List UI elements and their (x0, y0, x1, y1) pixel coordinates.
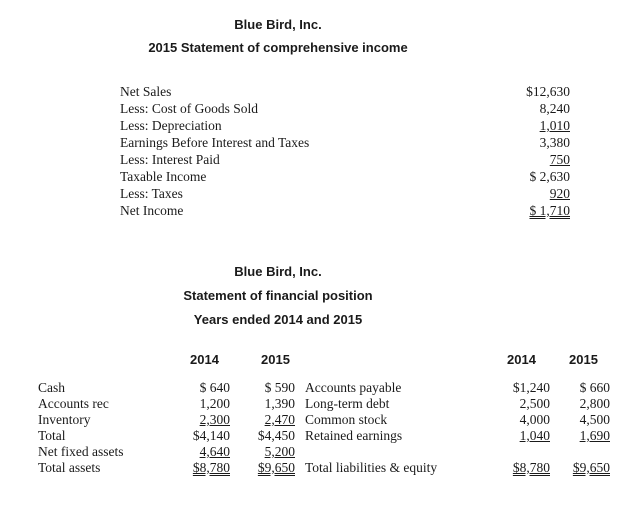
income-statement-title: 2015 Statement of comprehensive income (148, 40, 408, 55)
liability-stock-2014: 4,000 (519, 412, 550, 427)
asset-label-net-fixed: Net fixed assets (38, 444, 124, 459)
asset-cash-2015: $ 590 (264, 380, 295, 395)
income-label-taxable: Taxable Income (120, 169, 207, 184)
income-label-net-sales: Net Sales (120, 84, 172, 99)
asset-total-2015: $4,450 (257, 428, 295, 443)
asset-label-cash: Cash (38, 380, 65, 395)
income-company-name: Blue Bird, Inc. (234, 17, 322, 32)
income-value-taxable: $ 2,630 (529, 169, 570, 184)
income-value-ebit: 3,380 (539, 135, 570, 150)
liability-total-2015: $9,650 (572, 460, 610, 475)
liability-label-debt: Long-term debt (305, 396, 390, 411)
liability-label-total: Total liabilities & equity (305, 460, 438, 475)
asset-receivables-2014: 1,200 (199, 396, 230, 411)
asset-cash-2014: $ 640 (199, 380, 230, 395)
liability-debt-2014: 2,500 (519, 396, 550, 411)
income-label-depreciation: Less: Depreciation (120, 118, 222, 133)
income-value-depreciation: 1,010 (539, 118, 570, 133)
liability-retained-2014: 1,040 (519, 428, 550, 443)
balance-statement-subtitle: Years ended 2014 and 2015 (193, 312, 363, 327)
asset-inventory-2015: 2,470 (264, 412, 295, 427)
income-label-taxes: Less: Taxes (120, 186, 183, 201)
income-value-interest: 750 (549, 152, 570, 167)
asset-net-fixed-2014: 4,640 (199, 444, 230, 459)
liability-label-stock: Common stock (305, 412, 388, 427)
liabilities-year-2015-header: 2015 (569, 352, 598, 367)
liability-payable-2014: $1,240 (512, 380, 550, 395)
income-value-taxes: 920 (549, 186, 570, 201)
income-label-interest: Less: Interest Paid (120, 152, 220, 167)
asset-label-total: Total (38, 428, 66, 443)
income-label-cogs: Less: Cost of Goods Sold (120, 101, 259, 116)
liabilities-year-2014-header: 2014 (507, 352, 536, 367)
asset-label-receivables: Accounts rec (38, 396, 109, 411)
asset-total-2014: $4,140 (192, 428, 230, 443)
asset-receivables-2015: 1,390 (264, 396, 295, 411)
liability-label-retained: Retained earnings (305, 428, 403, 443)
liability-total-2014: $8,780 (512, 460, 550, 475)
assets-year-2014-header: 2014 (190, 352, 219, 367)
asset-label-inventory: Inventory (38, 412, 91, 427)
asset-inventory-2014: 2,300 (199, 412, 230, 427)
asset-total-assets-2015: $9,650 (257, 460, 295, 475)
asset-total-assets-2014: $8,780 (192, 460, 230, 475)
asset-label-total-assets: Total assets (38, 460, 101, 475)
balance-company-name: Blue Bird, Inc. (234, 264, 322, 279)
asset-net-fixed-2015: 5,200 (264, 444, 295, 459)
assets-year-2015-header: 2015 (261, 352, 290, 367)
income-label-net-income: Net Income (120, 203, 184, 218)
liability-debt-2015: 2,800 (579, 396, 610, 411)
income-value-net-income: $ 1,710 (529, 203, 570, 218)
liability-payable-2015: $ 660 (579, 380, 610, 395)
liability-retained-2015: 1,690 (579, 428, 610, 443)
balance-statement-title: Statement of financial position (183, 288, 373, 303)
income-label-ebit: Earnings Before Interest and Taxes (120, 135, 310, 150)
income-value-cogs: 8,240 (539, 101, 570, 116)
liability-label-payable: Accounts payable (305, 380, 402, 395)
income-value-net-sales: $12,630 (526, 84, 570, 99)
liability-stock-2015: 4,500 (579, 412, 610, 427)
